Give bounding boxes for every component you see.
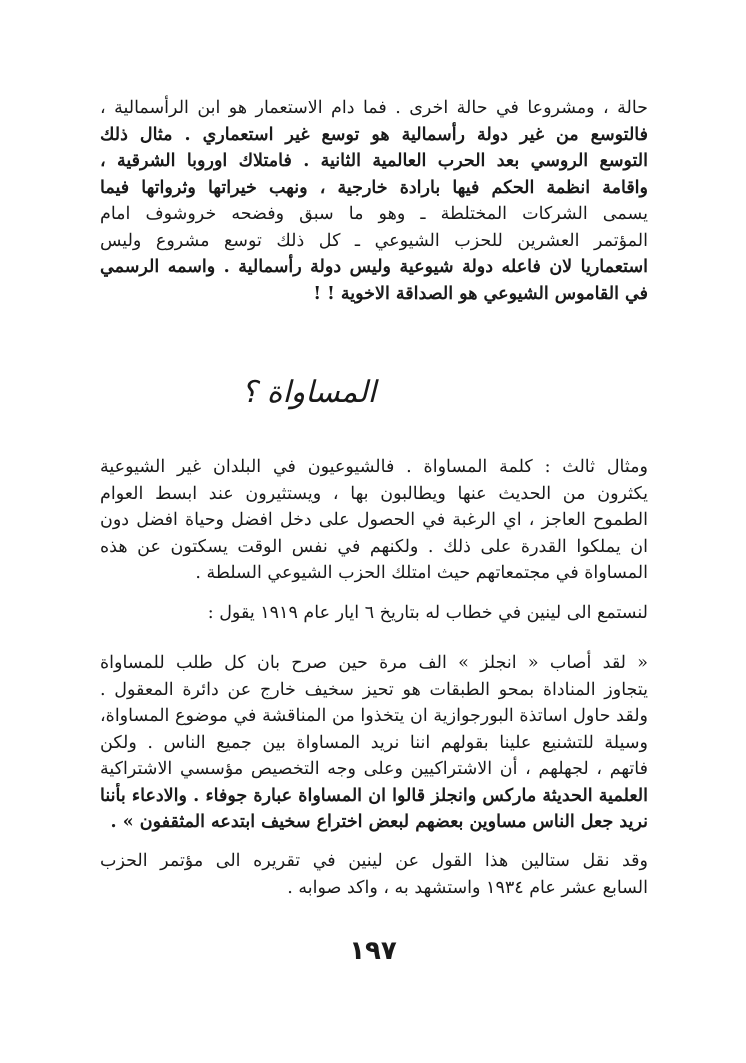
text-line: التوسع الروسي بعد الحرب العالمية الثانية . فامتلاك اوروبا الشرقية ، <box>100 151 648 171</box>
text-line: يتجاوز المناداة بمحو الطبقات هو تحيز سخيف خارج عن دائرة المعقول . <box>100 679 648 700</box>
text-line: ومثال ثالث : كلمة المساواة . فالشيوعيون في البلدان غير الشيوعية <box>100 457 648 477</box>
text-line: يسمى الشركات المختلطة ـ وهو ما سبق وفضحه خروشوف امام <box>100 204 648 224</box>
text-line: فالتوسع من غير دولة رأسمالية هو توسع غير استعماري . مثال ذلك <box>100 124 648 145</box>
text-line: العلمية الحديثة ماركس وانجلز قالوا ان المساواة عبارة جوفاء . والادعاء بأننا <box>100 785 648 806</box>
text-line: وقد نقل ستالين هذا القول عن لينين في تقريره الى مؤتمر الحزب <box>100 851 648 871</box>
text-line: واقامة انظمة الحكم فيها بارادة خارجية ، ونهب خيراتها وثرواتها فيما <box>100 177 648 198</box>
text-line: الطموح العاجز ، اي الرغبة في الحصول على دخل افضل وحياة افضل دون <box>100 510 648 530</box>
text-line: ان يملكوا القدرة على ذلك . ولكنهم في نفس الوقت يسكتون عن هذه <box>100 536 648 557</box>
paragraph-imperialism <box>100 95 648 307</box>
text-line: المساواة في مجتمعاتهم حيث امتلك الحزب الشيوعي السلطة . <box>195 563 648 583</box>
text-line: وسيلة للتشنيع علينا بقولهم اننا نريد المساواة بين جميع الناس . ولكن <box>100 732 648 753</box>
text-line: نريد جعل الناس مساوين بعضهم لبعض اختراع سخيف ابتدعه المثقفون » . <box>110 812 648 832</box>
text-line: « لقد أصاب « انجلز » الف مرة حين صرح بان كل طلب للمساواة <box>100 653 648 673</box>
text-line: فاتهم ، لجهلهم ، أن الاشتراكيين وعلى وجه التخصيص مؤسسي الاشتراكية <box>100 759 648 779</box>
paragraph-stalin <box>100 848 648 901</box>
paragraph-lenin-intro <box>136 600 648 627</box>
text-line: استعماريا لان فاعله دولة شيوعية وليس دولة رأسمالية . واسمه الرسمي <box>100 257 648 277</box>
page-number: ١٩٧ <box>349 936 397 966</box>
text-line: لنستمع الى لينين في خطاب له بتاريخ ٦ ايار عام ١٩١٩ يقول : <box>207 603 648 623</box>
text-line: السابع عشر عام ١٩٣٤ واستشهد به ، واكد صوابه . <box>287 877 648 898</box>
text-line: يكثرون من الحديث عنها ويطالبون بها ، ويستثيرون عند ابسط العوام <box>100 483 648 504</box>
text-line: ولقد حاول اساتذة البورجوازية ان يتخذوا من المناقشة في موضوع المساواة، <box>100 706 648 726</box>
paragraph-equality <box>100 454 648 587</box>
text-line: في القاموس الشيوعي هو الصداقة الاخوية ! ! <box>313 283 648 304</box>
section-heading: المساواة ؟ <box>241 375 376 410</box>
lenin-quote <box>100 650 648 836</box>
text-line: المؤتمر العشرين للحزب الشيوعي ـ كل ذلك توسع مشروع وليس <box>100 230 648 251</box>
text-line: حالة ، ومشروعا في حالة اخرى . فما دام الاستعمار هو ابن الرأسمالية ، <box>100 98 648 118</box>
